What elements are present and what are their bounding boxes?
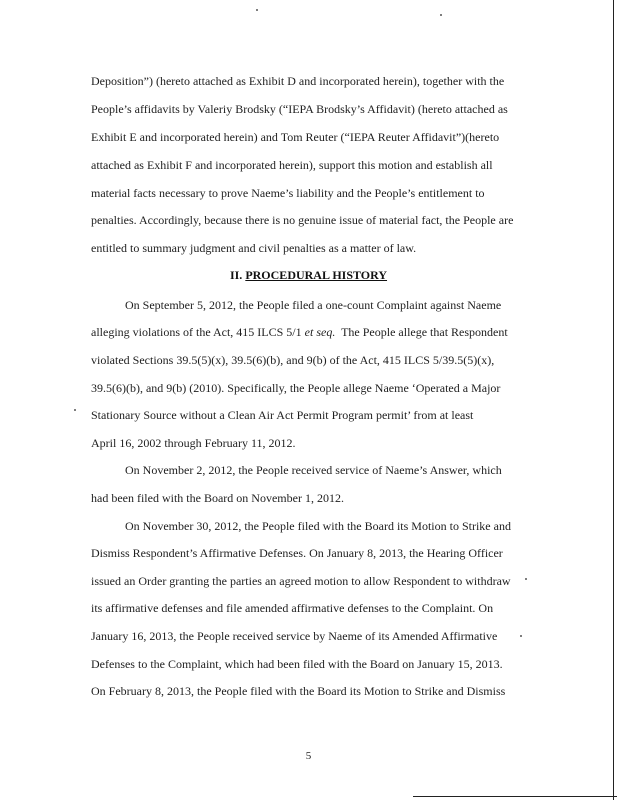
- scan-edge-line-bottom: [413, 796, 617, 797]
- body-line: On November 2, 2012, the People received service of Naeme’s Answer, which: [125, 463, 502, 477]
- body-line: attached as Exhibit F and incorporated herein), support this motion and establish all: [91, 158, 493, 172]
- italic-citation: et seq.: [304, 325, 336, 339]
- scan-speck: [74, 409, 76, 411]
- body-line: Deposition”) (hereto attached as Exhibit D and incorporated herein), together with the: [91, 74, 505, 88]
- body-line: Defenses to the Complaint, which had been filed with the Board on January 15, 2013.: [91, 657, 503, 671]
- page-number: 5: [305, 750, 312, 762]
- body-line: Dismiss Respondent’s Affirmative Defenses. On January 8, 2013, the Hearing Officer: [91, 546, 503, 560]
- body-line: Stationary Source without a Clean Air Act Permit Program permit’ from at least: [91, 408, 474, 422]
- body-line: January 16, 2013, the People received service by Naeme of its Amended Affirmative: [91, 629, 498, 643]
- body-line: entitled to summary judgment and civil penalties as a matter of law.: [91, 241, 417, 255]
- body-line: April 16, 2002 through February 11, 2012.: [91, 436, 296, 450]
- body-line: People’s affidavits by Valeriy Brodsky (“IEPA Brodsky’s Affidavit) (hereto attached as: [91, 102, 508, 116]
- body-line: material facts necessary to prove Naeme’s liability and the People’s entitlement to: [91, 186, 485, 200]
- body-line: On February 8, 2013, the People filed with the Board its Motion to Strike and Dismiss: [91, 684, 506, 698]
- scan-edge-line: [613, 0, 614, 800]
- text-run: alleging violations of the Act, 415 ILCS 5/1: [91, 325, 305, 339]
- scan-speck: [256, 9, 258, 11]
- scan-speck: [525, 578, 527, 580]
- scan-speck: [520, 635, 522, 637]
- section-heading: [0, 268, 617, 283]
- text-run: The People allege that Respondent: [335, 325, 508, 339]
- body-line: On November 30, 2012, the People filed with the Board its Motion to Strike and: [125, 519, 511, 533]
- section-number: II.: [229, 268, 243, 282]
- body-line: violated Sections 39.5(5)(x), 39.5(6)(b), and 9(b) of the Act, 415 ILCS 5/39.5(5)(x),: [91, 353, 495, 367]
- body-line: had been filed with the Board on November 1, 2012.: [91, 491, 344, 505]
- body-line: its affirmative defenses and file amended affirmative defenses to the Complaint. On: [91, 601, 494, 615]
- body-line: [91, 325, 508, 339]
- section-title: PROCEDURAL HISTORY: [245, 268, 388, 282]
- body-line: On September 5, 2012, the People filed a one-count Complaint against Naeme: [125, 298, 502, 312]
- body-line: 39.5(6)(b), and 9(b) (2010). Specifically, the People allege Naeme ‘Operated a Major: [91, 381, 501, 395]
- body-line: issued an Order granting the parties an agreed motion to allow Respondent to withdraw: [91, 574, 511, 588]
- scan-speck: [440, 14, 442, 16]
- body-line: Exhibit E and incorporated herein) and Tom Reuter (“IEPA Reuter Affidavit”)(hereto: [91, 130, 500, 144]
- body-line: penalties. Accordingly, because there is no genuine issue of material fact, the People are: [91, 213, 514, 227]
